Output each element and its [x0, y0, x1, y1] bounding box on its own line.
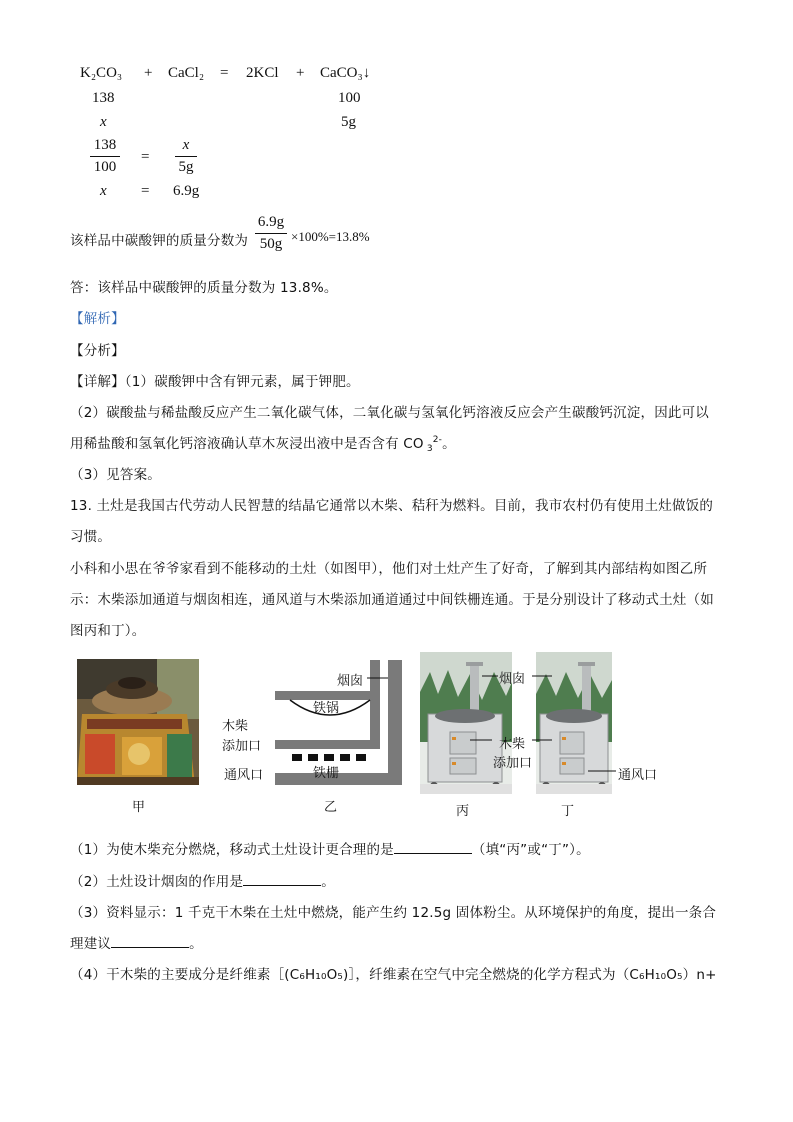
mass-fraction-numerator: 6.9g: [257, 214, 285, 230]
label-vent-yi: 通风口: [224, 768, 264, 783]
answer-line: 答：该样品中碳酸钾的质量分数为 13.8%。: [70, 280, 338, 296]
co3-subscript: 3: [426, 444, 433, 454]
molar-mass-k2co3: 138: [92, 90, 115, 106]
proportion-left-numerator: 138: [93, 137, 117, 153]
stove-photo-jia: [77, 659, 199, 785]
sub-question-2-text: （2）土灶设计烟囱的作用是: [70, 874, 244, 890]
product-caco3: CaCO₃↓: [320, 65, 371, 81]
fenxi-heading: 【分析】: [70, 343, 125, 359]
label-vent-bing-ding: 通风口: [618, 768, 658, 783]
detail-2-text: 用稀盐酸和氢氧化钙溶液确认草木灰浸出液中是否含有 CO: [70, 436, 424, 452]
mass-fraction: [255, 214, 287, 253]
proportion-left-denominator: 100: [93, 159, 117, 175]
plus-sign: +: [144, 65, 153, 81]
product-kcl: 2KCl: [246, 65, 279, 81]
reactant-k2co3: K₂CO₃: [80, 65, 123, 81]
sub-question-3-line-2: [70, 932, 203, 952]
proportion-right-denominator: 5g: [178, 159, 194, 175]
plus-sign: +: [296, 65, 305, 81]
proportion-left: [90, 137, 120, 176]
detail-3: （3）见答案。: [70, 467, 161, 483]
caption-ding: 丁: [561, 804, 575, 819]
proportion-right-numerator: x: [182, 137, 190, 153]
jiexi-heading: 【解析】: [70, 311, 125, 327]
equals-sign: =: [141, 183, 150, 199]
result-value: 6.9g: [173, 183, 200, 199]
known-mass: 5g: [341, 114, 356, 130]
caption-bing: 丙: [456, 804, 470, 819]
proportion-right: [175, 137, 197, 176]
mass-fraction-denominator: 50g: [259, 236, 283, 252]
sub-question-1: [70, 838, 590, 858]
caption-yi: 乙: [324, 800, 338, 815]
label-chimney-yi: 烟囱: [337, 674, 364, 689]
answer-blank-2[interactable]: [243, 873, 321, 886]
question-13-line-5: 图丙和丁）。: [70, 623, 146, 639]
equals-sign: =: [141, 149, 150, 165]
detail-1: 【详解】（1）碳酸钾中含有钾元素，属于钾肥。: [70, 374, 360, 390]
co3-superscript: 2-: [432, 435, 443, 445]
detail-2-line-1: （2）碳酸盐与稀盐酸反应产生二氧化碳气体，二氧化碳与氢氧化钙溶液反应会产生碳酸钙沉淀，因此可以: [70, 405, 709, 421]
sub-question-1-hint: （填“丙”或“丁”）。: [471, 842, 590, 858]
sub-question-4: （4）干木柴的主要成分是纤维素［(C₆H₁₀O₅)］，纤维素在空气中完全燃烧的化学方程式为（C₆H₁₀O₅）n+: [70, 967, 717, 983]
sub-question-3-line-1: （3）资料显示：1 千克干木柴在土灶中燃烧，能产生约 12.5g 固体粉尘。从环境保护的角度，提出一条合: [70, 905, 717, 921]
detail-2-line-2: [70, 432, 456, 452]
reactant-cacl2: CaCl₂: [168, 65, 205, 81]
mass-fraction-prefix: 该样品中碳酸钾的质量分数为: [70, 233, 249, 249]
label-chimney-bing-ding: 烟囱: [499, 672, 526, 687]
sub-question-3-end: 。: [189, 936, 203, 952]
detail-2-end: 。: [442, 436, 456, 452]
label-iron-pot: 铁锅: [313, 701, 340, 716]
caption-jia: 甲: [132, 800, 146, 815]
label-iron-grate: 铁栅: [313, 766, 340, 781]
label-wood-inlet-bd-2: 添加口: [493, 756, 533, 771]
answer-blank-3[interactable]: [111, 935, 189, 948]
question-13-line-4: 示：木柴添加通道与烟囱相连，通风道与木柴添加通道通过中间铁栅连通。于是分别设计了移动式土灶（如: [70, 592, 714, 608]
mass-fraction-suffix: ×100%=13.8%: [291, 229, 370, 244]
question-13-line-3: 小科和小思在爷爷家看到不能移动的土灶（如图甲），他们对土灶产生了好奇，了解到其内部结构如图乙所: [70, 561, 708, 577]
result-variable: x: [100, 183, 107, 199]
question-13-line-1: 13. 土灶是我国古代劳动人民智慧的结晶它通常以木柴、秸秆为燃料。目前，我市农村仍有使用土灶做饭的: [70, 498, 714, 514]
equals-sign: =: [220, 65, 229, 81]
answer-blank-1[interactable]: [394, 841, 472, 854]
question-13-line-2: 习惯。: [70, 529, 112, 545]
molar-mass-caco3: 100: [338, 90, 361, 106]
label-wood-inlet-bd-1: 木柴: [499, 737, 526, 752]
unknown-x: x: [100, 114, 107, 130]
sub-question-3-text: 理建议: [70, 936, 112, 952]
sub-question-1-text: （1）为使木柴充分燃烧，移动式土灶设计更合理的是: [70, 842, 394, 858]
label-wood-inlet-2: 添加口: [222, 739, 262, 754]
label-wood-inlet-1: 木柴: [222, 719, 249, 734]
sub-question-2-end: 。: [321, 874, 335, 890]
sub-question-2: [70, 870, 335, 890]
